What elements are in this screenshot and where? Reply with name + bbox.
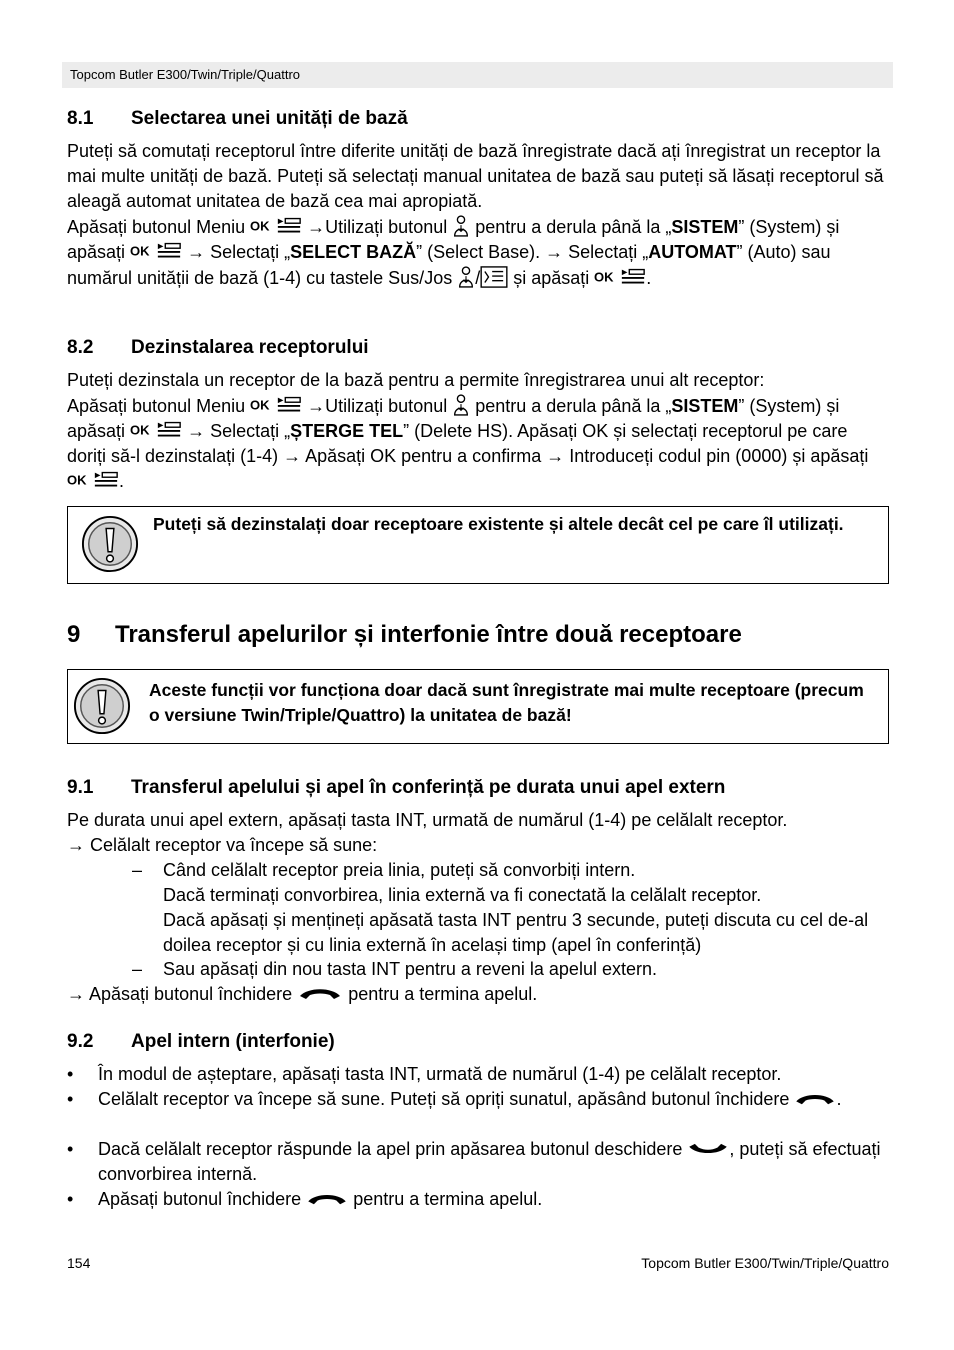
period: . [119, 471, 125, 491]
section-9-1-end [67, 982, 889, 1007]
section-heading-8-1 [67, 108, 408, 130]
paragraph: → Celălalt receptor va începe să sune: [67, 835, 378, 855]
bullet-marker: • [67, 1064, 74, 1084]
up-key-icon [452, 214, 470, 238]
instruction-text: → Selectați „ [187, 421, 291, 441]
section-title: Transferul apelului și apel în conferință pe durata unui apel extern [131, 777, 726, 798]
period: . [836, 1089, 842, 1109]
pickup-icon [687, 1142, 729, 1157]
section-heading-8-2 [67, 337, 369, 359]
up-key-icon [452, 393, 470, 417]
instruction-text: ” (Auto) sau numărul unității de bază (1-4) cu tastele Sus/Jos [67, 242, 831, 288]
warning-icon [81, 515, 139, 573]
dash-line: Dacă apăsați și mențineți apăsată tasta INT pentru 3 secunde, puteți discuta cu cel de-al doilea receptor și cu linia externă în același timp (apel în conferință) [163, 910, 869, 955]
warning-note-2 [67, 669, 889, 744]
page-number: 154 [67, 1255, 91, 1271]
ok-menu-icon [594, 267, 646, 287]
menu-name: AUTOMAT [648, 242, 737, 262]
dash-line: Sau apăsați din nou tasta INT pentru a reveni la apelul extern. [163, 959, 657, 979]
instruction-text: pentru a derula până la „ [475, 217, 672, 237]
bullet-text: Apăsați butonul închidere [98, 1189, 302, 1209]
instruction-text: pentru a termina apelul. [348, 984, 538, 1004]
menu-name: SISTEM [671, 396, 739, 416]
instruction-text: pentru a derula până la „ [475, 396, 672, 416]
bullet-item-2 [98, 1087, 888, 1112]
instruction-text: → Selectați „ [187, 242, 291, 262]
instruction-text: ” (Select Base). → Selectați „ [416, 242, 649, 262]
note-text: Aceste funcții vor funcționa doar dacă sunt înregistrate mai multe receptoare (precum o versiune Twin/Triple/Quattro) la unitatea de bază! [149, 680, 864, 725]
menu-name: SELECT BAZĂ [290, 242, 417, 262]
dash-marker: – [132, 959, 143, 979]
bullet-text: Celălalt receptor va începe să sune. Puteți să opriți sunatul, apăsând butonul închidere [98, 1089, 790, 1109]
menu-name: ȘTERGE TEL [290, 421, 404, 441]
section-heading-9-1 [67, 777, 725, 799]
bullet-text: , puteți să efectuați convorbirea internă. [98, 1139, 881, 1184]
warning-icon [73, 677, 131, 735]
ok-menu-icon [67, 470, 119, 490]
instruction-text: →Utilizați butonul [307, 396, 448, 416]
instruction-text: ” (System) și apăsați [67, 396, 840, 441]
bullet-item-3 [98, 1137, 888, 1187]
up-key-icon [457, 265, 475, 289]
period: . [646, 268, 652, 288]
section-number: 8.2 [67, 337, 94, 358]
page-header [62, 62, 893, 88]
section-9-1-intro [67, 808, 889, 858]
phonebook-icon [480, 266, 508, 288]
section-number: 9.2 [67, 1031, 94, 1052]
instruction-text: →Utilizați butonul [307, 217, 448, 237]
instruction-text: și apăsați [508, 268, 590, 288]
chapter-number: 9 [67, 621, 81, 648]
dash-line: Dacă terminați convorbirea, linia externă va fi conectată la celălalt receptor. [163, 885, 762, 905]
ok-menu-icon [250, 216, 302, 236]
instruction-text: ” (Delete HS). Apăsați OK și selectați receptorul pe care doriți să-l dezinstalați (1-4) → Apăsați OK pentru a confirma → Introduceți codul pin (0000) și apăsați [67, 421, 869, 466]
bullet-text: În modul de așteptare, apăsați tasta INT, urmată de numărul (1-4) pe celălalt receptor. [98, 1064, 782, 1084]
instruction-text: ” (System) și apăsați [67, 217, 840, 262]
chapter-heading-9 [67, 621, 742, 649]
dash-item-1 [163, 858, 889, 958]
ok-menu-icon [130, 420, 182, 440]
instruction-text: → Apăsați butonul închidere [67, 984, 293, 1004]
bullet-item-4 [98, 1187, 888, 1212]
end-call-icon [306, 1192, 348, 1207]
instruction-text: Apăsați butonul Meniu [67, 396, 246, 416]
dash-line: Când celălalt receptor preia linia, puteți să convorbiți intern. [163, 860, 636, 880]
dash-marker: – [132, 860, 143, 880]
bullet-marker: • [67, 1189, 74, 1209]
header-title: Topcom Butler E300/Twin/Triple/Quattro [70, 67, 301, 82]
section-heading-9-2 [67, 1031, 335, 1053]
bullet-text: pentru a termina apelul. [353, 1189, 543, 1209]
end-call-icon [794, 1092, 836, 1107]
slash: / [475, 268, 481, 288]
footer-title: Topcom Butler E300/Twin/Triple/Quattro [641, 1255, 889, 1271]
warning-note-1 [67, 506, 889, 584]
ok-menu-icon [250, 395, 302, 415]
bullet-text: Dacă celălalt receptor răspunde la apel prin apăsarea butonul deschidere [98, 1139, 683, 1159]
section-title: Apel intern (interfonie) [131, 1031, 335, 1052]
menu-name: SISTEM [671, 217, 739, 237]
section-number: 9.1 [67, 777, 94, 798]
paragraph: Pe durata unui apel extern, apăsați tasta INT, urmată de numărul (1-4) pe celălalt receptor. [67, 810, 788, 830]
section-8-1-body [67, 139, 889, 291]
instruction-text: Apăsați butonul Meniu [67, 217, 246, 237]
dash-item-2 [163, 957, 889, 982]
end-call-icon [297, 986, 343, 1002]
bullet-item-1 [98, 1062, 888, 1087]
note-text: Puteți să dezinstalați doar receptoare existente și altele decât cel pe care îl utilizați. [153, 514, 844, 534]
section-title: Dezinstalarea receptorului [131, 337, 369, 358]
chapter-title: Transferul apelurilor și interfonie între două receptoare [115, 621, 742, 648]
ok-menu-icon [130, 241, 182, 261]
section-number: 8.1 [67, 108, 94, 129]
intro-text: Puteți dezinstala un receptor de la bază pentru a permite înregistrarea unui alt receptor: [67, 370, 765, 390]
intro-text: Puteți să comutați receptorul între diferite unități de bază înregistrate dacă ați înregistrat un receptor la mai multe unități de bază. Puteți să selectați manual unitatea de bază sau puteți să lăsați receptorul să aleagă automat unitatea de bază cea mai apropiată. [67, 141, 884, 211]
section-8-2-body [67, 368, 889, 494]
section-title: Selectarea unei unități de bază [131, 108, 408, 129]
bullet-marker: • [67, 1089, 74, 1109]
bullet-marker: • [67, 1139, 74, 1159]
